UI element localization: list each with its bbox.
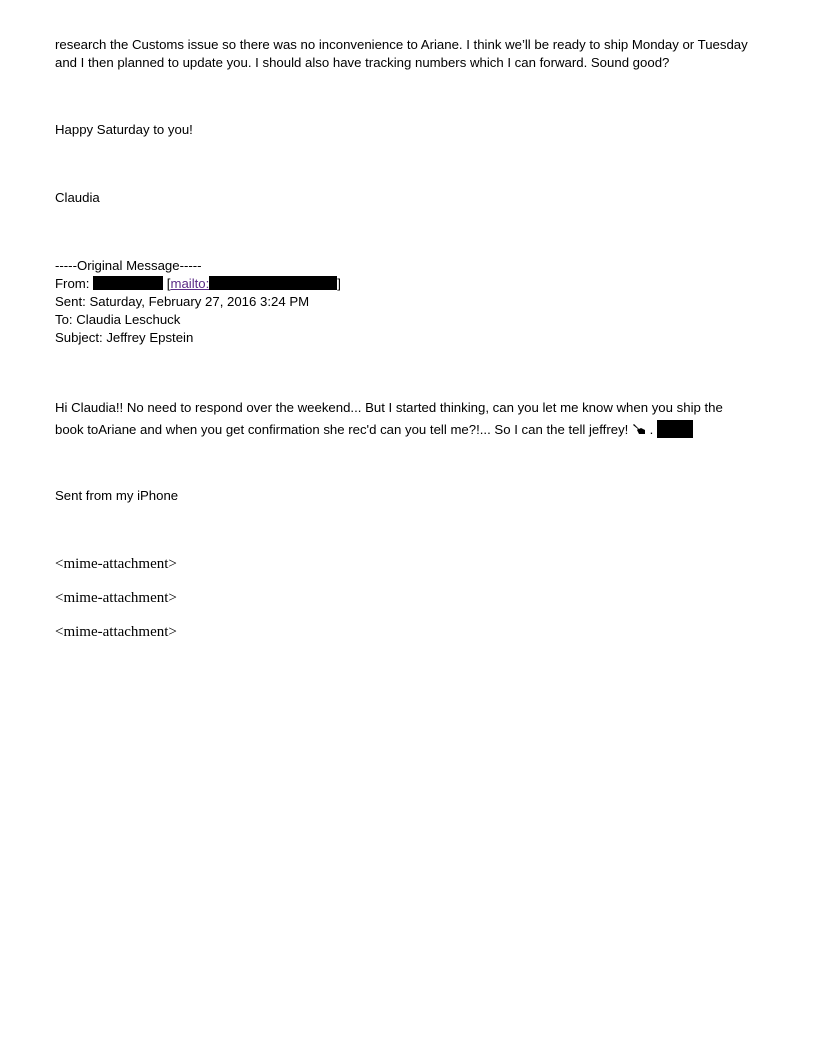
open-bracket: [ [166,276,171,291]
message-line-2-text: book toAriane and when you get confirmation she rec'd can you tell me?!... So I can the tell jeffrey! [55,422,632,437]
attachments-list [55,555,767,657]
to-line: To: Claudia Leschuck [55,312,181,327]
mailto-link[interactable] [170,276,337,291]
original-message-separator: -----Original Message----- [55,258,202,273]
redacted-text [657,420,693,438]
reply-paragraph [55,36,767,72]
redacted-sender-name [93,276,163,290]
mime-attachment: <mime-attachment> [55,556,177,572]
close-bracket: ] [337,276,341,291]
message-line-1: Hi Claudia!! No need to respond over the weekend... But I started thinking, can you let me know when you ship the [55,400,723,415]
reply-line-1: research the Customs issue so there was no inconvenience to Ariane. I think we’ll be ready to ship Monday or Tuesday [55,37,748,52]
mailto-label: mailto: [170,276,210,291]
redacted-sender-email [209,276,337,290]
mime-attachment: <mime-attachment> [55,590,177,606]
sent-line: Sent: Saturday, February 27, 2016 3:24 PM [55,294,310,309]
original-message-header [55,257,767,347]
sent-from-iphone: Sent from my iPhone [55,488,179,503]
pointing-hand-icon [632,420,646,432]
signature: Claudia [55,190,100,205]
message-period: . [646,422,654,437]
original-message-body [55,397,767,441]
subject-line: Subject: Jeffrey Epstein [55,330,194,345]
reply-line-2: and I then planned to update you. I should also have tracking numbers which I can forward. Sound good? [55,55,670,70]
from-label: From: [55,276,94,291]
mime-attachment: <mime-attachment> [55,624,177,640]
message-line-2 [55,419,767,441]
from-line [55,275,767,293]
greeting: Happy Saturday to you! [55,122,193,137]
